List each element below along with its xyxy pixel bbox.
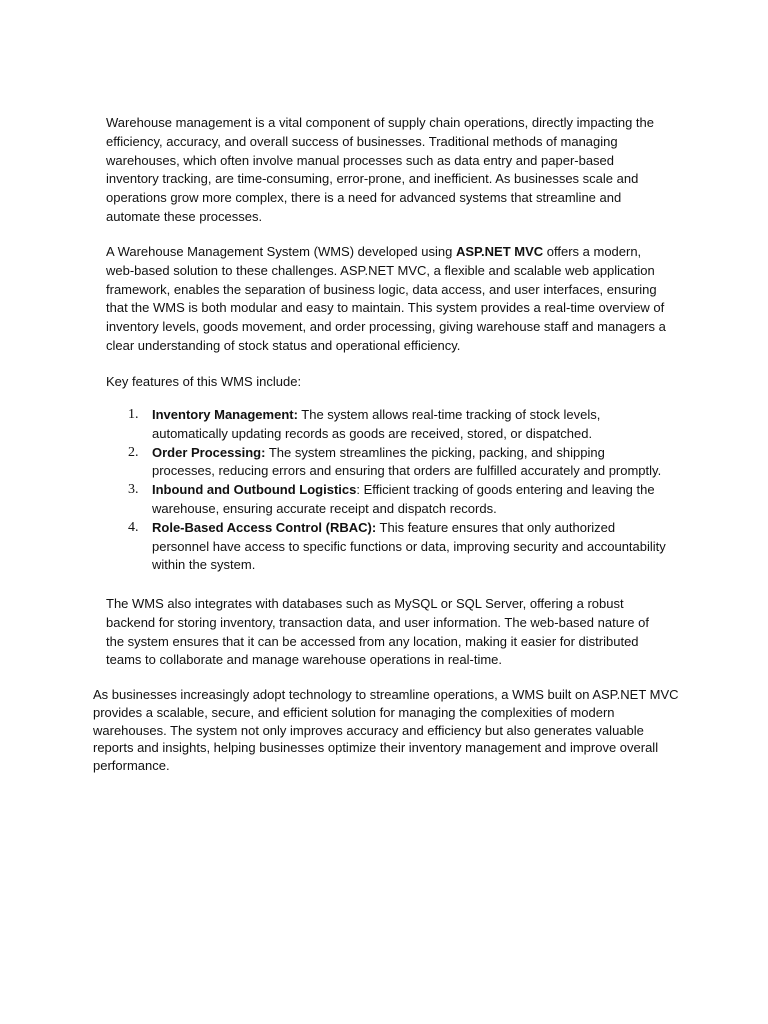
- wms-paragraph: [106, 243, 666, 356]
- list-item-text: The system allows real-time tracking of stock levels, automatically updating records as goods are received, stored, or dispatched.: [152, 407, 601, 441]
- wms-paragraph-text-end: offers a modern, web-based solution to these challenges. ASP.NET MVC, a flexible and scalable web application framework, enables the separation of business logic, data access, and user interfaces, ensuring that the WMS is both modular and easy to maintain. This system provides a real-time overview of inventory levels, goods movement, and order processing, giving warehouse staff and managers a clear understanding of stock status and operational efficiency.: [106, 244, 666, 353]
- intro-paragraph: Warehouse management is a vital component of supply chain operations, directly impacting the efficiency, accuracy, and overall success of businesses. Traditional methods of managing warehouses, which often involve manual processes such as data entry and paper-based inventory tracking, are time-consuming, error-prone, and inefficient. As businesses scale and operations grow more complex, there is a need for advanced systems that streamline and automate these processes.: [106, 115, 654, 224]
- list-item-number: 1.: [128, 407, 139, 422]
- list-item-text: The system streamlines the picking, packing, and shipping processes, reducing errors and ensuring that orders are fulfilled accurately and promptly.: [152, 444, 662, 479]
- list-item-text: : Efficient tracking of goods entering and leaving the warehouse, ensuring accurate receipt and dispatch records.: [152, 482, 655, 516]
- list-item-title: Role-Based Access Control (RBAC):: [152, 519, 377, 535]
- list-item-number: 3.: [128, 482, 139, 498]
- list-item-title: Order Processing:: [152, 444, 266, 460]
- list-item-text: This feature ensures that only authorized personnel have access to specific functions or data, improving security and accountability within the system.: [152, 519, 666, 573]
- list-item-title: Inbound and Outbound Logistics: [152, 482, 357, 498]
- features-intro: Key features of this WMS include:: [106, 374, 302, 389]
- list-item-number: 2.: [128, 444, 139, 460]
- list-item-title: Inventory Management:: [152, 407, 298, 422]
- list-item: [106, 444, 666, 482]
- features-list: [106, 406, 666, 575]
- list-item: [106, 481, 666, 519]
- list-item-number: 4.: [128, 519, 139, 535]
- list-item: [106, 519, 666, 575]
- integration-paragraph: The WMS also integrates with databases such as MySQL or SQL Server, offering a robust backend for storing inventory, transaction data, and user information. The web-based nature of the system ensures that it can be accessed from any location, making it easier for distributed teams to collaborate and manage warehouse operations in real-time.: [106, 596, 649, 668]
- list-item: [106, 406, 666, 444]
- wms-paragraph-text-start: A Warehouse Management System (WMS) developed using: [106, 244, 456, 259]
- wms-paragraph-bold-term: ASP.NET MVC: [455, 244, 544, 259]
- conclusion-paragraph: As businesses increasingly adopt technology to streamline operations, a WMS built on ASP.NET MVC provides a scalable, secure, and efficient solution for managing the complexities of modern warehouses. The system not only improves accuracy and efficiency but also generates valuable reports and insights, helping businesses optimize their inventory management and improve overall performance.: [93, 687, 679, 774]
